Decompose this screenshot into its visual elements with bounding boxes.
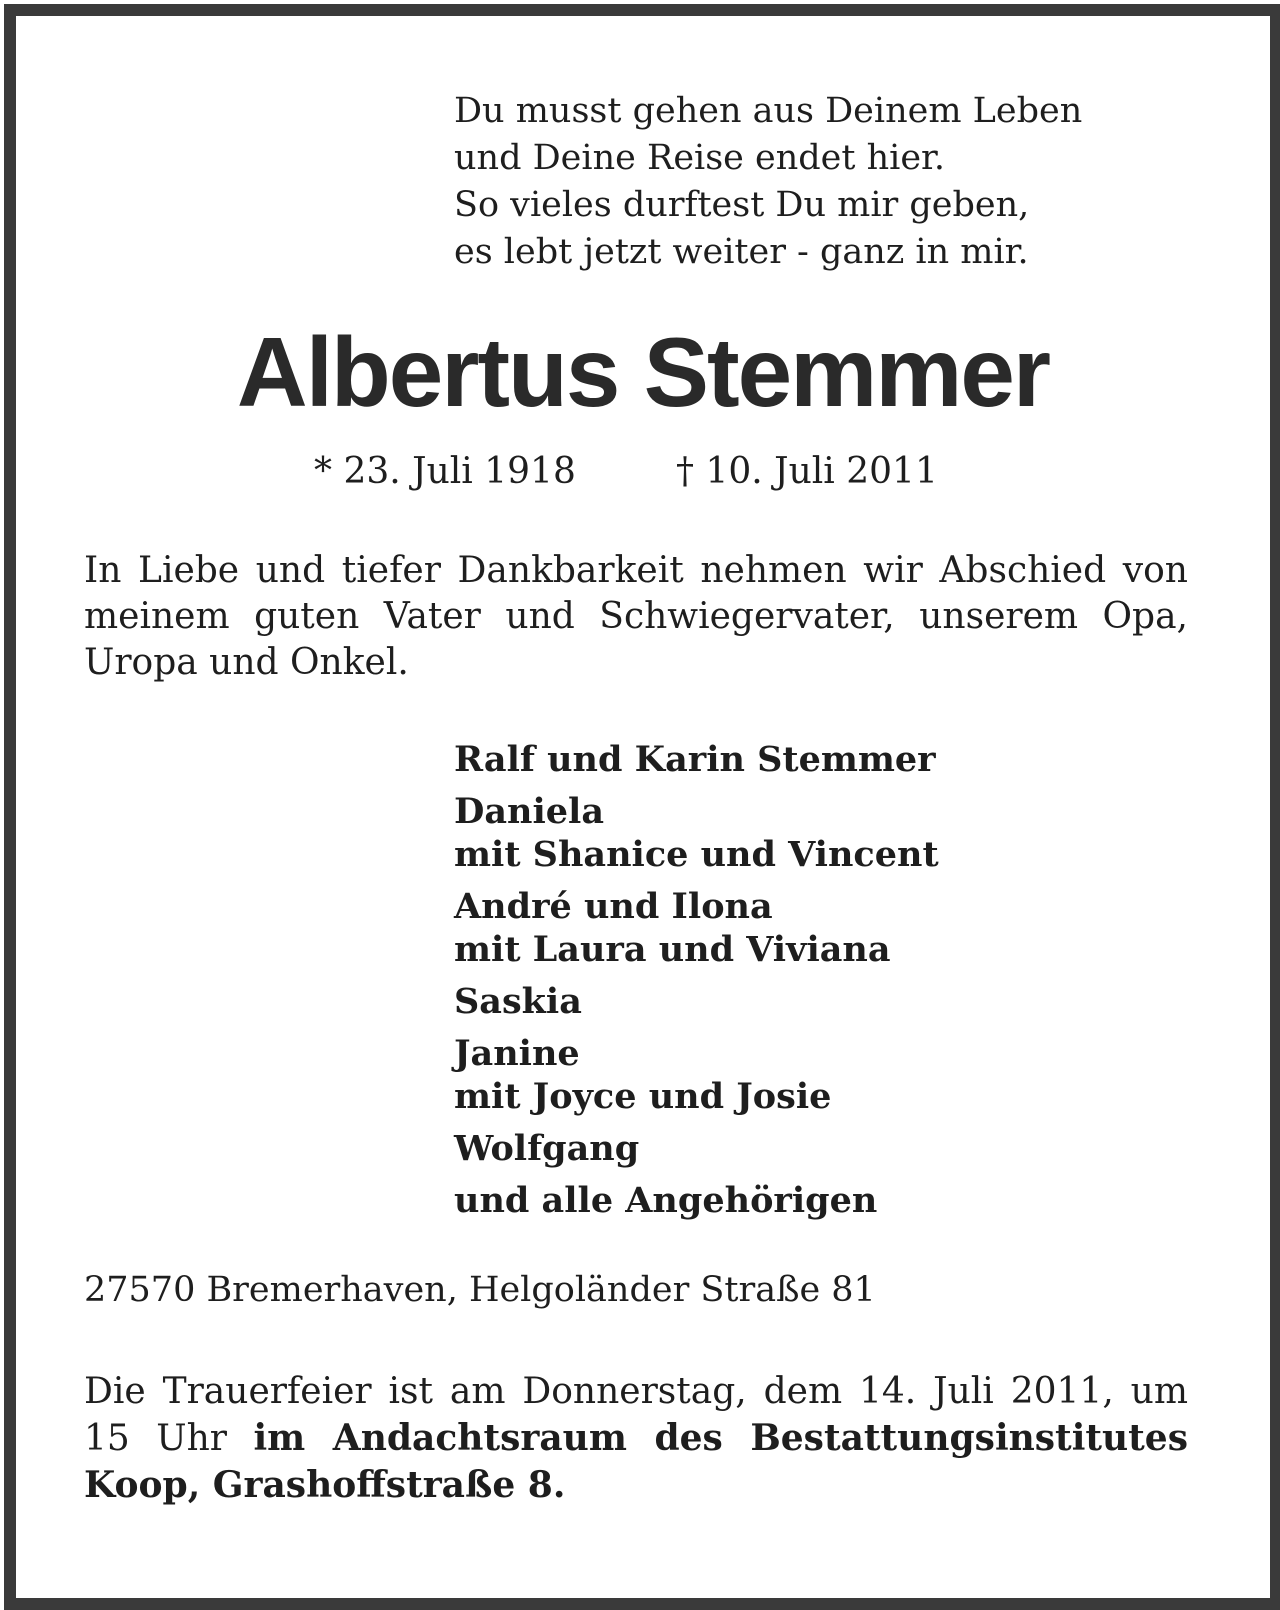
mourner-line: und alle Angehörigen [454,1180,878,1221]
mourner-line: mit Shanice und Vincent [454,834,939,875]
obituary-notice [4,4,1280,1610]
mourner-group [454,738,939,781]
mourner-group [454,790,939,876]
mourner-group [454,885,939,971]
mourner-line: Wolfgang [454,1128,640,1169]
verse-line: es lebt jetzt weiter - ganz in mir. [454,232,1029,272]
deceased-name: Albertus Stemmer [236,317,1050,427]
family-address: 27570 Bremerhaven, Helgoländer Straße 81 [84,1270,876,1310]
mourner-line: André und Ilona [454,886,773,927]
mourner-group [454,980,939,1023]
farewell-text: In Liebe und tiefer Dankbarkeit nehmen wir Abschied von meinem guten Vater und Schwiegervater, unserem Opa, Uropa und Onkel. [84,550,1188,683]
service-location: im Andachtsraum des Bestattungsinstitutes Koop, Grashoffstraße 8. [84,1417,1188,1506]
mourner-line: Ralf und Karin Stemmer [454,739,936,780]
mourner-line: mit Joyce und Josie [454,1076,832,1117]
mourner-line: Saskia [454,981,582,1022]
verse-line: Du musst gehen aus Deinem Leben [454,91,1083,131]
verse-line: So vieles durftest Du mir geben, [454,185,1030,225]
death-date: † 10. Juli 2011 [676,451,938,492]
mourner-line: mit Laura und Viviana [454,929,891,970]
verse-line: und Deine Reise endet hier. [454,138,946,178]
mourner-line: Daniela [454,791,605,832]
mourner-group [454,1032,939,1118]
mourner-group [454,1127,939,1170]
mourner-group [454,1179,939,1222]
mourner-line: Janine [454,1033,580,1074]
funeral-service-text [84,1368,1188,1509]
service-intro: Die Trauerfeier ist am Donnerstag, dem 14. Juli 2011, um 15 Uhr [84,1371,1188,1459]
birth-date: * 23. Juli 1918 [314,451,576,492]
memorial-verse [454,88,1082,276]
mourners-list [454,738,939,1231]
